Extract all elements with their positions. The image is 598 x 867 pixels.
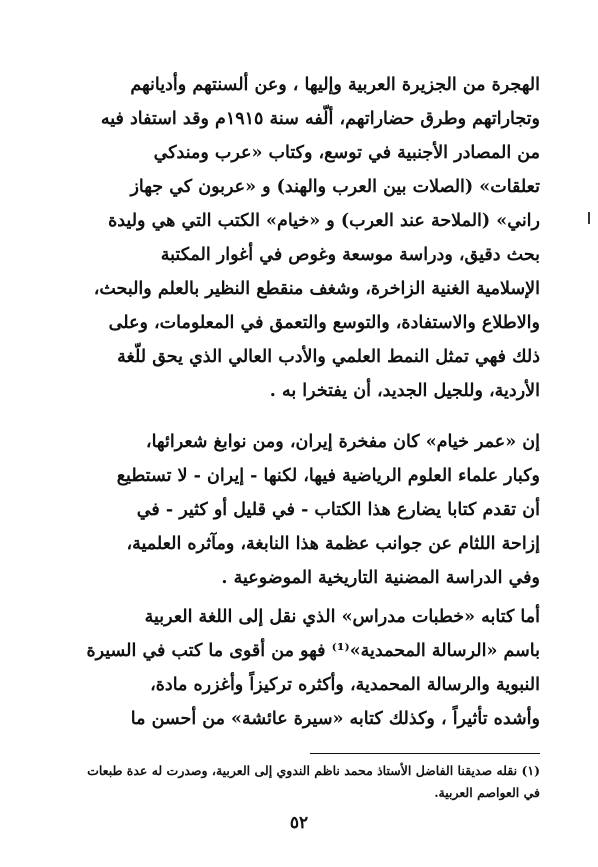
text-line: ذلك فهي تمثل النمط العلمي والأدب العالي الذي يحق للّغة: [117, 347, 540, 367]
text-line: وأشده تأثيراً ، وكذلك كتابه «سيرة عائشة» من أحسن ما: [130, 709, 540, 729]
footnote-line: (١) نقله صديقنا الفاضل الأستاذ محمد ناظم الندوي إلى العربية، وصدرت له عدة طبعات: [87, 763, 540, 778]
text-line: الهجرة من الجزيرة العربية وإليها ، وعن ألسنتهم وأديانهم: [130, 75, 540, 95]
footnote-divider: [310, 753, 540, 754]
text-line: إزاحة اللثام عن جوانب عظمة هذا النابغة، ومآثره العلمية،: [126, 534, 540, 554]
text-line: والاطلاع والاستفادة، والتوسع والتعمق في المعلومات، وعلى: [108, 313, 540, 333]
text-line: تعلقات» (الصلات بين العرب والهند) و «عربون كي جهاز: [130, 177, 540, 197]
text-line: وتجاراتهم وطرق حضاراتهم، ألّفه سنة ١٩١٥م وقد استفاد فيه: [100, 109, 540, 129]
text-line: النبوية والرسالة المحمدية، وأكثره تركيزاً وأغزره مادة،: [150, 675, 540, 695]
text-line: إن «عمر خيام» كان مفخرة إيران، ومن نوابغ شعرائها،: [145, 432, 540, 452]
text-line: من المصادر الأجنبية في توسع، وكتاب «عرب ومندكي: [153, 143, 540, 163]
text-line: باسم «الرسالة المحمدية»⁽¹⁾ فهو من أقوى ما كتب في السيرة: [86, 641, 540, 661]
footnote-line: في العواصم العربية.: [434, 785, 540, 800]
paragraph-1: [40, 68, 540, 408]
text-line: وفي الدراسة المضنية التاريخية الموضوعية .: [221, 568, 540, 588]
text-line: أما كتابه «خطبات مدراس» الذي نقل إلى اللغة العربية: [144, 607, 540, 627]
paragraph-3: [40, 600, 540, 736]
text-line: بحث دقيق، ودراسة موسعة وغوص في أغوار المكتبة: [160, 245, 540, 265]
text-line: راني» (الملاحة عند العرب) و «خيام» الكتب التي هي وليدة: [108, 211, 540, 231]
page-number: ٥٢: [289, 813, 309, 833]
paragraph-2: [40, 425, 540, 595]
margin-mark: [588, 212, 590, 224]
text-line: وكبار علماء العلوم الرياضية فيها، لكنها - إيران - لا تستطيع: [116, 466, 540, 486]
text-line: الأردية، وللجيل الجديد، أن يفتخرا به .: [269, 381, 540, 401]
text-line: أن تقدم كتابا يضارع هذا الكتاب - في قليل أو كثير - في: [136, 500, 540, 520]
footnote: [40, 760, 540, 804]
text-line: الإسلامية الغنية الزاخرة، وشغف منقطع النظير بالعلم والبحث،: [93, 279, 540, 299]
